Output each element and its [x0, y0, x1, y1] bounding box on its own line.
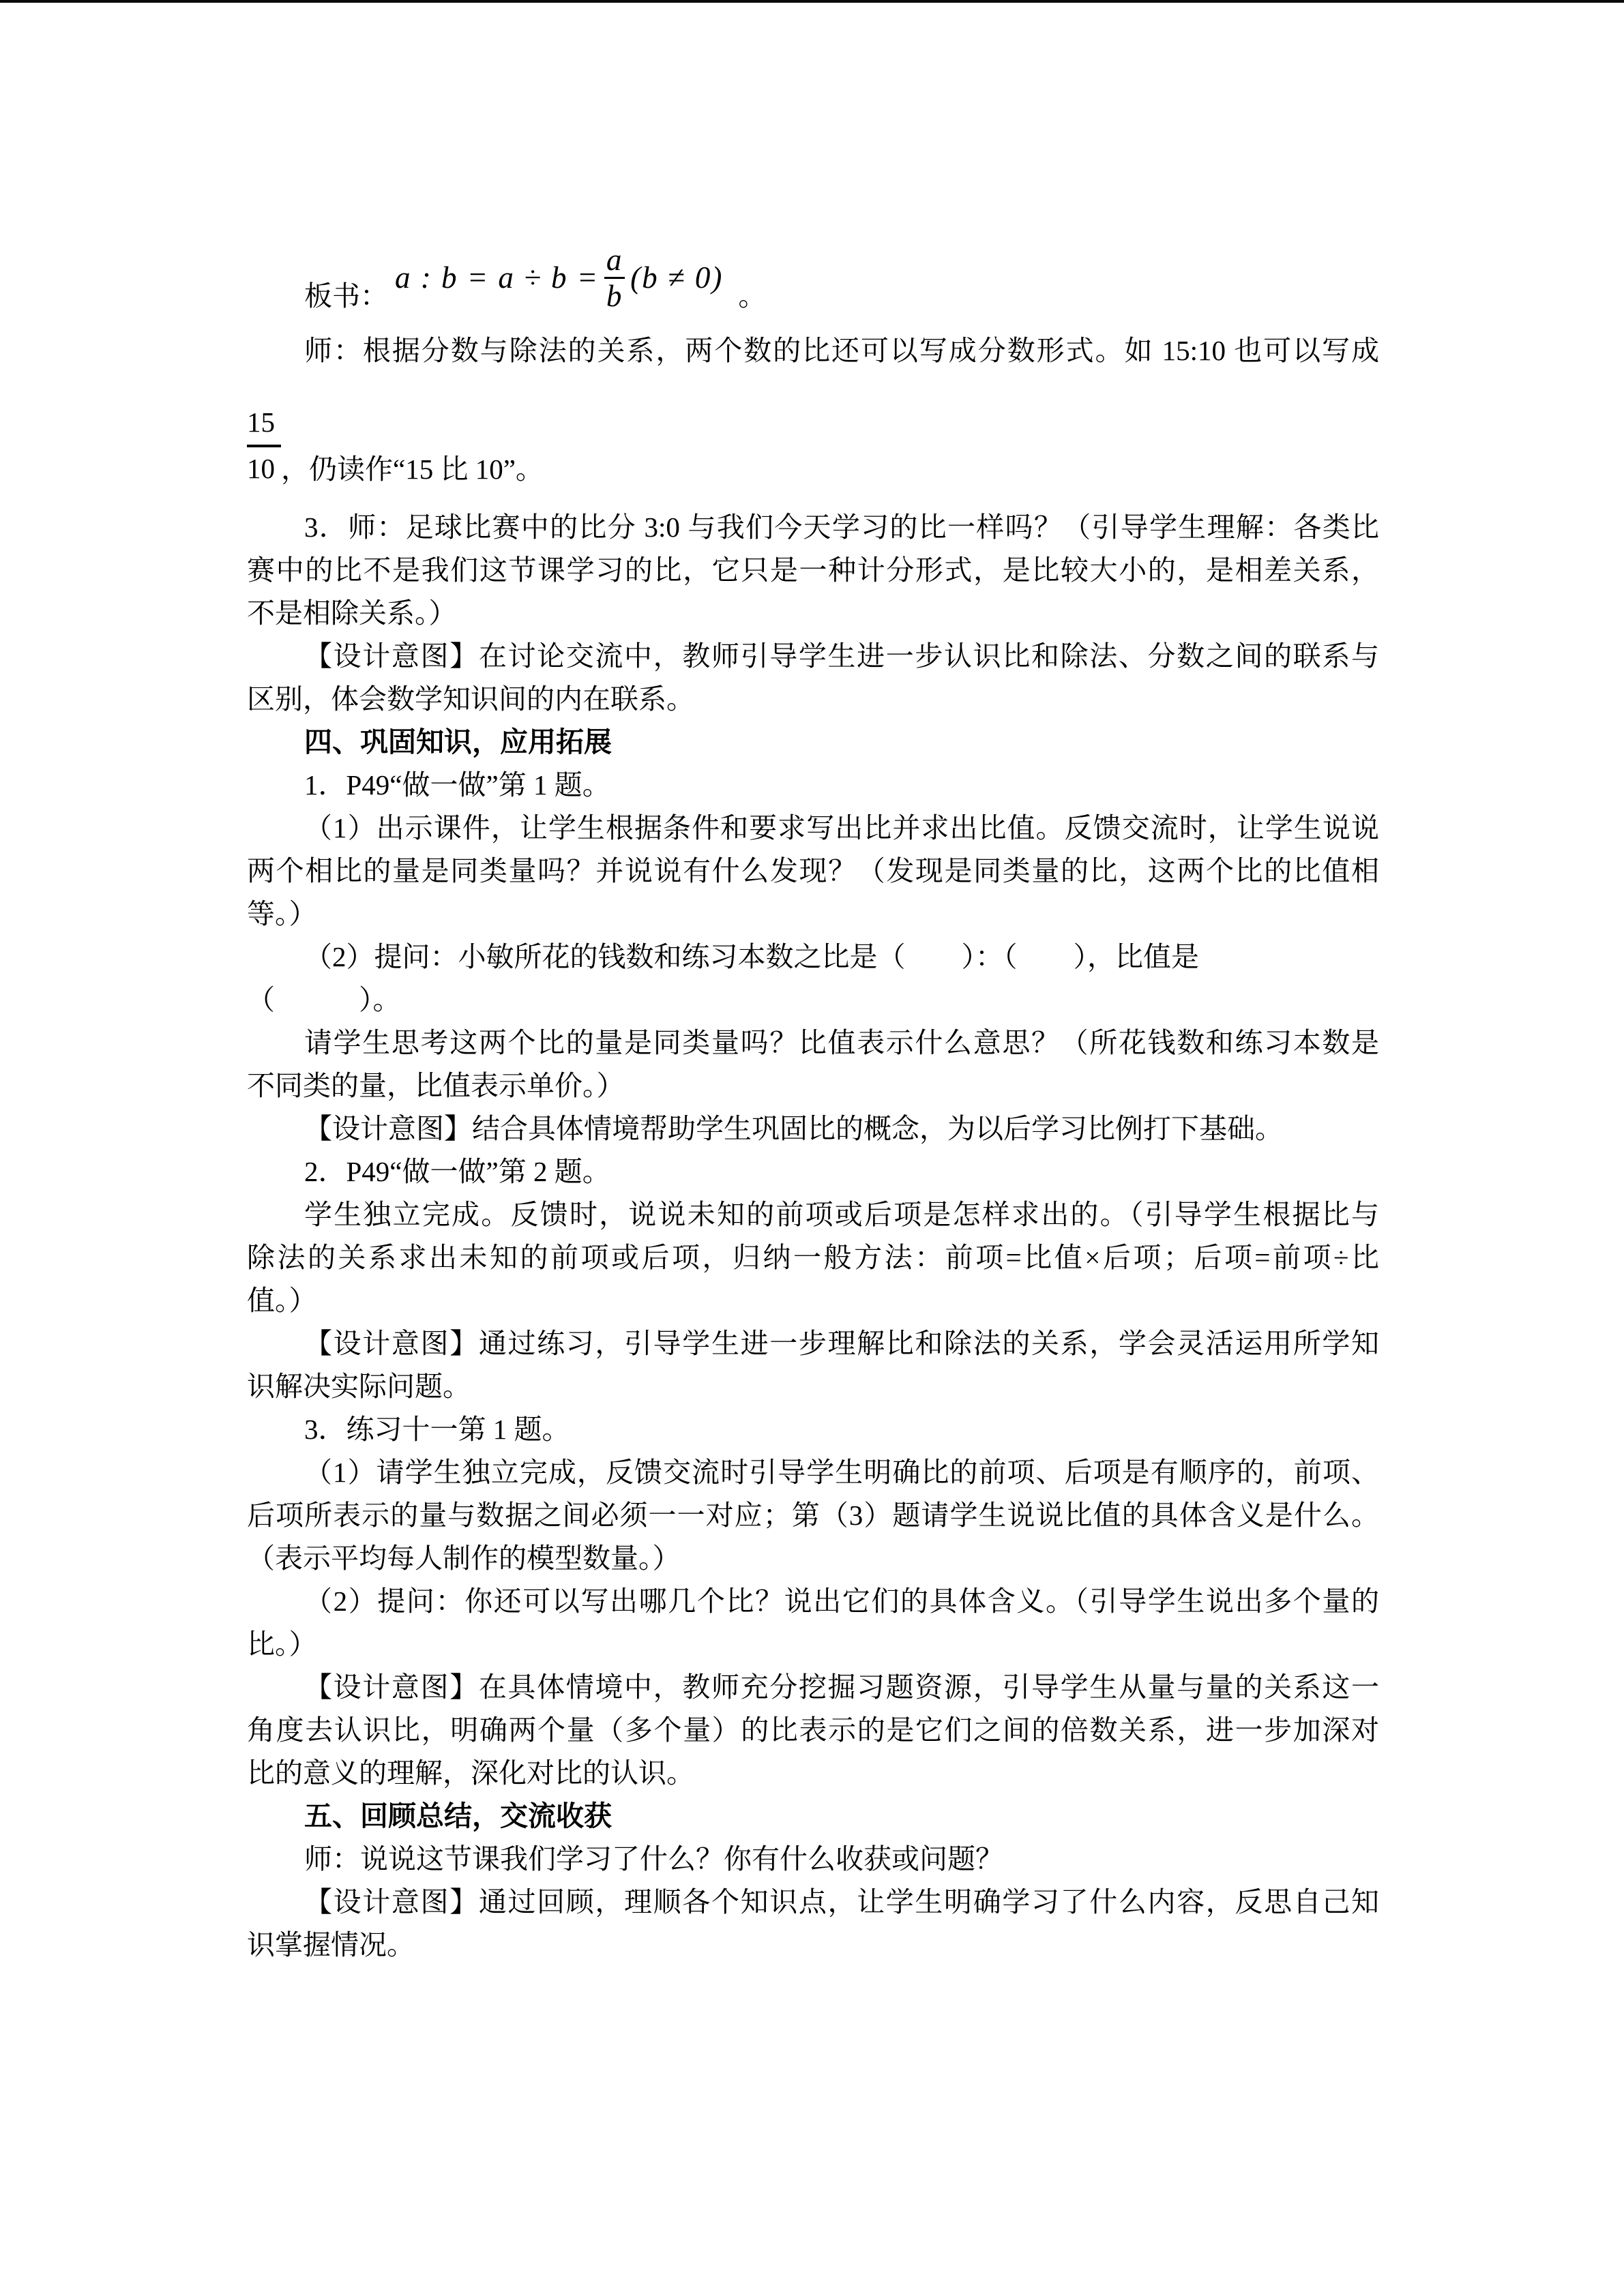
- text-line: （表示平均每人制作的模型数量。）: [247, 1542, 681, 1574]
- text-line: （1）请学生独立完成，反馈交流时引导学生明确比的前项、后项是有顺序的，前项、: [304, 1457, 1379, 1488]
- text-line: 两个相比的量是同类量吗？并说说有什么发现？（发现是同类量的比，这两个比的比值相: [247, 855, 1379, 886]
- fraction-example-row: [247, 389, 1379, 491]
- text-line: 学生独立完成。反馈时，说说未知的前项或后项是怎样求出的。（引导学生根据比与: [304, 1199, 1379, 1230]
- fraction-example-tail: ，仍读作“15 比 10”。: [281, 453, 544, 485]
- page-top-border: [0, 0, 1624, 3]
- text-line: 值。）: [247, 1285, 317, 1316]
- board-formula-row: [247, 240, 1379, 315]
- fraction-example-numerator: 15: [247, 406, 275, 438]
- formula-fraction-denominator: b: [606, 278, 623, 313]
- text-line: 师：说说这节课我们学习了什么？你有什么收获或问题？: [304, 1843, 1003, 1875]
- text-line: （2）提问：你还可以写出哪几个比？说出它们的具体含义。（引导学生说出多个量的: [304, 1585, 1379, 1617]
- fraction-example: [247, 400, 281, 489]
- text-line: 【设计意图】在讨论交流中，教师引导学生进一步认识比和除法、分数之间的联系与: [304, 640, 1379, 672]
- fraction-example-denominator: 10: [247, 453, 275, 484]
- text-line: 识掌握情况。: [247, 1929, 415, 1960]
- text-line: 识解决实际问题。: [247, 1371, 471, 1402]
- fraction-bar: [247, 445, 281, 447]
- text-line: 比的意义的理解，深化对比的认识。: [247, 1757, 694, 1789]
- formula-prefix: a : b = a ÷ b =: [395, 260, 600, 295]
- text-line: 区别，体会数学知识间的内在联系。: [247, 683, 694, 715]
- section-heading: 四、巩固知识，应用拓展: [304, 726, 612, 758]
- section-heading: 五、回顾总结，交流收获: [304, 1800, 612, 1832]
- board-period: 。: [738, 280, 767, 312]
- text-line: 赛中的比不是我们这节课学习的比，它只是一种计分形式，是比较大小的，是相差关系，: [247, 554, 1379, 586]
- text-line: 【设计意图】通过回顾，理顺各个知识点，让学生明确学习了什么内容，反思自己知: [304, 1886, 1379, 1918]
- text-line: 不同类的量，比值表示单价。）: [247, 1070, 625, 1101]
- text-line: 角度去认识比，明确两个量（多个量）的比表示的是它们之间的倍数关系，进一步加深对: [247, 1714, 1379, 1746]
- text-line: （ ）。: [247, 984, 401, 1015]
- text-line: 后项所表示的量与数据之间必须一一对应；第（3）题请学生说说比值的具体含义是什么。: [247, 1500, 1379, 1531]
- board-label: 板书：: [304, 280, 388, 312]
- text-line: 师：根据分数与除法的关系，两个数的比还可以写成分数形式。如 15:10 也可以写成: [304, 335, 1379, 366]
- text-line: 3．师：足球比赛中的比分 3:0 与我们今天学习的比一样吗？（引导学生理解：各类比: [304, 511, 1379, 543]
- text-line: 【设计意图】在具体情境中，教师充分挖掘习题资源，引导学生从量与量的关系这一: [304, 1671, 1379, 1703]
- text-line: 请学生思考这两个比的量是同类量吗？比值表示什么意思？（所花钱数和练习本数是: [304, 1027, 1379, 1058]
- text-line: 不是相除关系。）: [247, 597, 457, 629]
- formula-condition: (b ≠ 0): [630, 260, 724, 295]
- text-line: 【设计意图】结合具体情境帮助学生巩固比的概念，为以后学习比例打下基础。: [304, 1113, 1283, 1144]
- text-line: 【设计意图】通过练习，引导学生进一步理解比和除法的关系，学会灵活运用所学知: [304, 1328, 1379, 1359]
- text-line: 除法的关系求出未知的前项或后项，归纳一般方法：前项=比值×后项；后项=前项÷比: [247, 1242, 1379, 1273]
- formula-fraction-numerator: a: [606, 242, 623, 277]
- document-content: [247, 240, 1379, 1967]
- text-line: （1）出示课件，让学生根据条件和要求写出比并求出比值。反馈交流时，让学生说说: [304, 812, 1379, 844]
- text-line: 1．P49“做一做”第 1 题。: [304, 769, 610, 801]
- ratio-formula: [395, 243, 723, 312]
- text-line: （2）提问：小敏所花的钱数和练习本数之比是（ ）：（ ），比值是: [304, 941, 1199, 972]
- text-line: 2．P49“做一做”第 2 题。: [304, 1156, 610, 1187]
- text-line: 等。）: [247, 898, 317, 929]
- formula-fraction: [604, 243, 625, 312]
- text-line: 3．练习十一第 1 题。: [304, 1414, 570, 1445]
- text-line: 比。）: [247, 1628, 317, 1660]
